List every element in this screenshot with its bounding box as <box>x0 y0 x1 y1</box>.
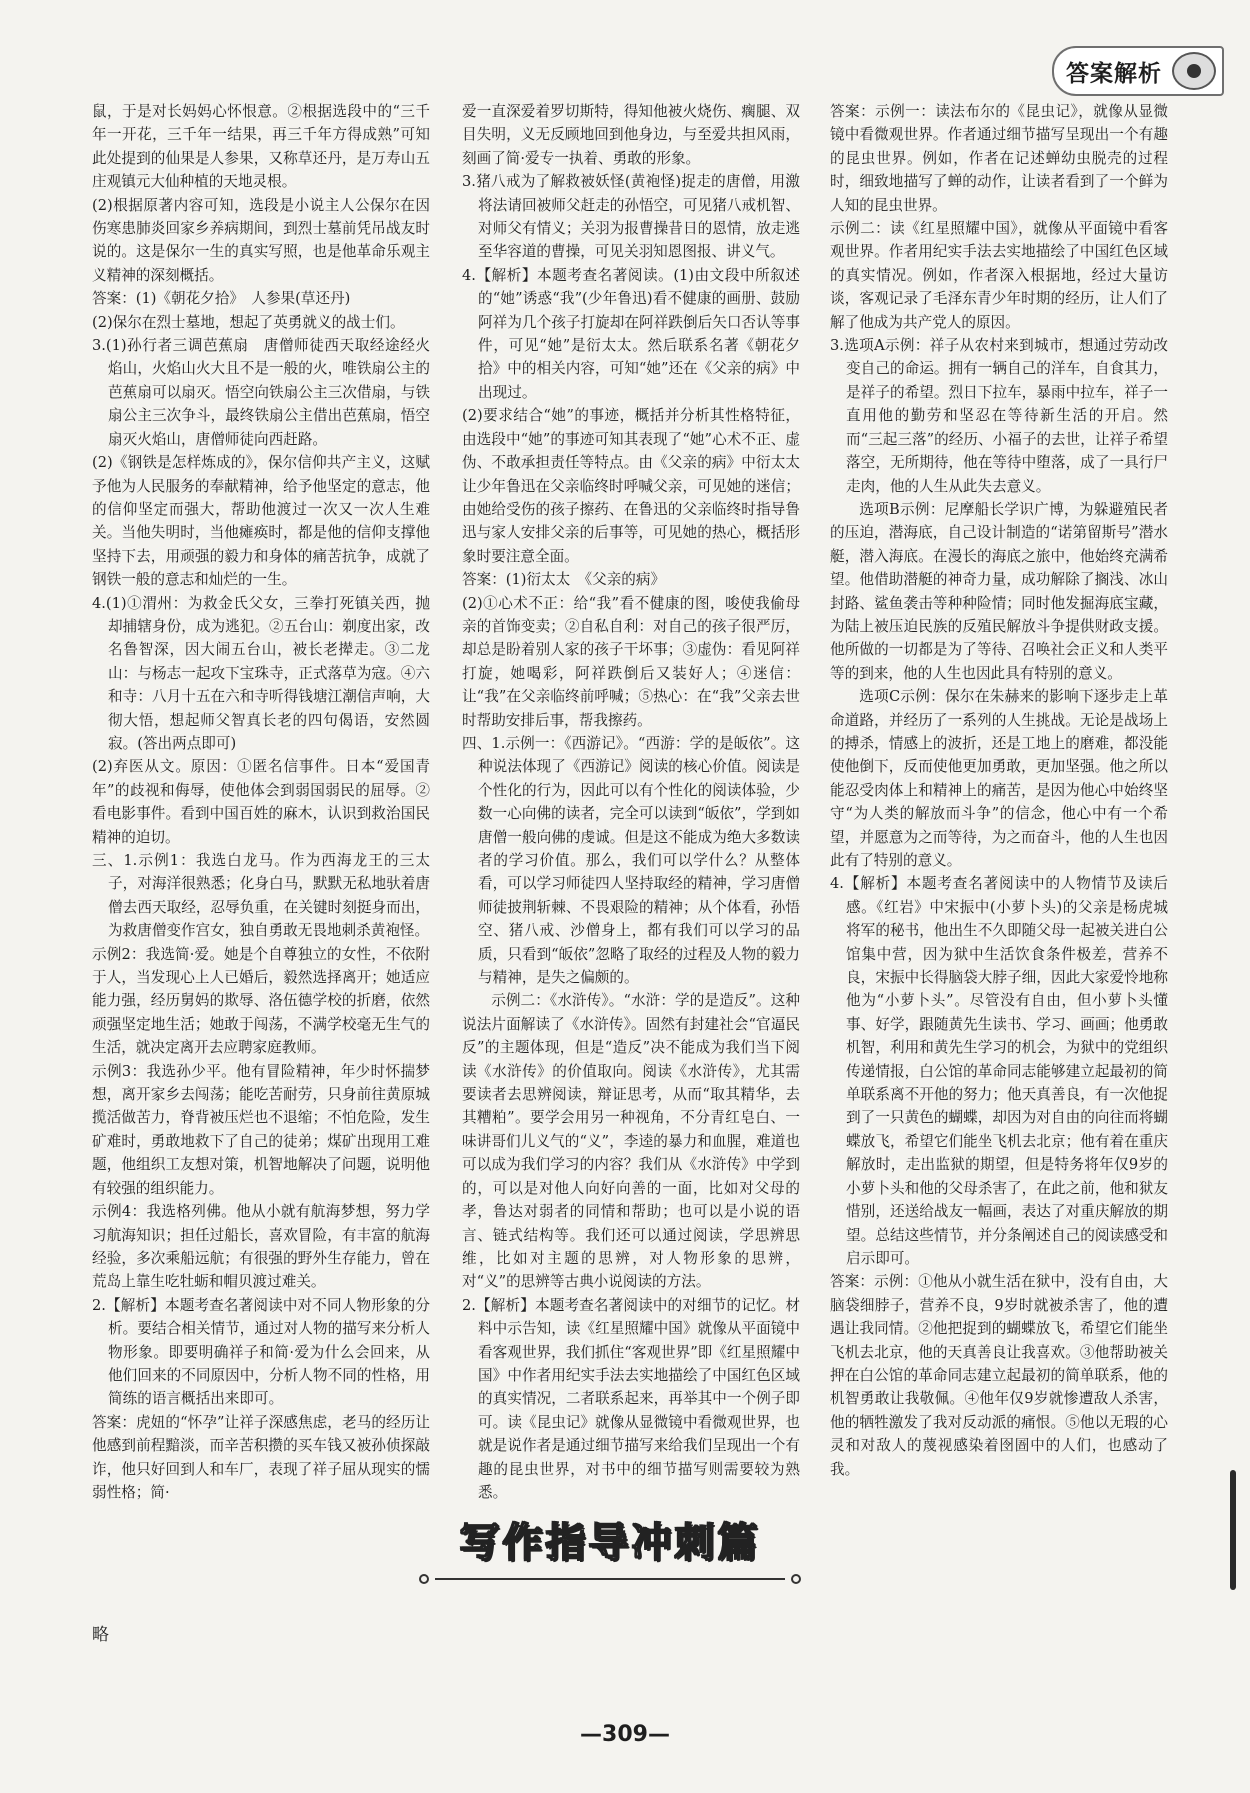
paragraph: 答案：示例一：读法布尔的《昆虫记》，就像从显微镜中看微观世界。作者通过细节描写呈现出一个有趣的昆虫世界。例如，作者在记述蝉幼虫脱壳的过程时，细致地描写了蝉的动作，让读者看到了一个鲜为人知的昆虫世界。 <box>830 103 1168 214</box>
paragraph: 3.选项A示例：祥子从农村来到城市，想通过劳动改变自己的命运。拥有一辆自己的洋车，自食其力，是祥子的希望。烈日下拉车，暴雨中拉车，祥子一直用他的勤劳和坚忍在等待新生活的开启。然而“三起三落”的经历、小福子的去世，让祥子希望落空，无所期待，他在等待中堕落，成了一具行尸走肉，他的人生从此失去意义。 <box>830 337 1168 495</box>
paragraph: 四、1.示例一：《西游记》。“西游：学的是皈依”。这种说法体现了《西游记》阅读的核心价值。阅读是个性化的行为，因此可以有个性化的阅读体验，少数一心向佛的读者，完全可以读到“皈依”，学到如唐僧一般向佛的虔诚。但是这不能成为绝大多数读者的学习价值。那么，我们可以学什么？从整体看，可以学习师徒四人坚持取经的精神，学习唐僧师徒披荆斩棘、不畏艰险的精神；从个体看，孙悟空、猪八戒、沙僧身上，都有我们可以学习的品质，只看到“皈依”忽略了取经的过程及人物的毅力与精神，是失之偏颇的。 <box>462 734 800 987</box>
rule-right-cap-icon <box>791 1574 801 1584</box>
paragraph: (2)根据原著内容可知，选段是小说主人公保尔在因伤寒患肺炎回家乡养病期间，到烈士墓前凭吊战友时说的。这是保尔一生的真实写照，也是他革命乐观主义精神的深刻概括。 <box>92 196 430 284</box>
paragraph: 选项B示例：尼摩船长学识广博，为躲避殖民者的压迫，潜海底，自己设计制造的“诺第留斯号”潜水艇，潜入海底。在漫长的海底之旅中，他始终充满希望。他借助潜艇的神奇力量，成功解除了搁浅、冰山封路、鲨鱼袭击等种种险情；同时他发掘海底宝藏，为陆上被压迫民族的反殖民解放斗争提供财政支援。他所做的一切都是为了等待、召唤社会正义和人类平等的到来，他的人生也因此具有特别的意义。 <box>830 500 1168 682</box>
paragraph: 三、1.示例1：我选白龙马。作为西海龙王的三太子，对海洋很熟悉；化身白马，默默无私地驮着唐僧去西天取经，忍辱负重，在关键时刻挺身而出，为救唐僧变作宫女，独自勇敢无畏地刺杀黄袍怪。 <box>92 852 430 940</box>
paragraph: 示例2：我选简·爱。她是个自尊独立的女性，不依附于人，当发现心上人已婚后，毅然选择离开；她适应能力强，经历舅妈的欺辱、洛伍德学校的折磨，依然顽强坚定地生活；她敢于闯荡，不满学校毫无生气的生活，就决定离开去应聘家庭教师。 <box>92 945 430 1057</box>
paragraph: (2)《钢铁是怎样炼成的》，保尔信仰共产主义，这赋予他为人民服务的奉献精神，给予他坚定的意志，他的信仰坚定而强大，帮助他渡过一次又一次人生难关。当他失明时，当他瘫痪时，都是他的信仰支撑他坚持下去，用顽强的毅力和身体的痛苦抗争，成就了钢铁一般的意志和灿烂的一生。 <box>92 454 430 589</box>
section-header-label: 答案解析 <box>1066 60 1162 87</box>
page-number: —309— <box>580 1722 670 1747</box>
banner-title: 写作指导冲刺篇 <box>459 1520 761 1566</box>
paragraph: 2.【解析】本题考查名著阅读中的对细节的记忆。材料中示告知，读《红星照耀中国》就像从平面镜中看客观世界，我们抓住“客观世界”即《红星照耀中国》中作者用纪实手法去实地描绘了中国红色区域的真实情况，二者联系起来，再举其中一个例子即可。读《昆虫记》就像从显微镜中看微观世界，也就是说作者是通过细节描写来给我们呈现出一个有趣的昆虫世界，对书中的细节描写则需要较为熟悉。 <box>462 1296 800 1501</box>
paragraph: 4.(1)①渭州：为救金氏父女，三拳打死镇关西，抛却捕辖身份，成为逃犯。②五台山：剃度出家，改名鲁智深，因大闹五台山，被长老撵走。③二龙山：与杨志一起攻下宝珠寺，正式落草为寇。④六和寺：八月十五在六和寺听得钱塘江潮信声响，大彻大悟，想起师父智真长老的四句偈语，安然圆寂。(答出两点即可) <box>92 594 430 752</box>
paragraph: 爱一直深爱着罗切斯特，得知他被火烧伤、瘸腿、双目失明，义无反顾地回到他身边，与至爱共担风雨，刻画了简·爱专一执着、勇敢的形象。 <box>462 103 800 167</box>
text-column-1 <box>92 100 430 1504</box>
paragraph: 示例二：读《红星照耀中国》，就像从平面镜中看客观世界。作者用纪实手法去实地描绘了中国红色区域的真实情况。例如，作者深入根据地，经过大量访谈，客观记录了毛泽东青少年时期的经历，让人们了解了他成为共产党人的原因。 <box>830 220 1168 331</box>
paragraph: (2)①心术不正：给“我”看不健康的图，唆使我偷母亲的首饰变卖；②自私自利：对自己的孩子很严厉，却总是盼着别人家的孩子干坏事；③虚伪：看见阿祥打旋，她喝彩，阿祥跌倒后又装好人；④迷信：让“我”在父亲临终前呼喊；⑤热心：在“我”父亲去世时帮助安排后事，帮我擦药。 <box>462 594 800 729</box>
paragraph: 4.【解析】本题考查名著阅读中的人物情节及读后感。《红岩》中宋振中(小萝卜头)的父亲是杨虎城将军的秘书，他出生不久即随父母一起被关进白公馆集中营，因为狱中生活饮食条件极差，营养不良，宋振中长得脑袋大脖子细，因此大家爱怜地称他为“小萝卜头”。尽管没有自由，但小萝卜头懂事、好学，跟随黄先生读书、学习、画画；他勇敢机智，利用和黄先生学习的机会，为狱中的党组织传递情报，白公馆的革命同志能够建立起最初的简单联系离不开他的努力；他天真善良，有一次他捉到了一只黄色的蝴蝶，却因为对自由的向往而将蝴蝶放飞，希望它们能坐飞机去北京；他有着在重庆解放时，走出监狱的期望，但是特务将年仅9岁的小萝卜头和他的父母杀害了，在此之前，他和狱友惜别，还送给战友一幅画，表达了对重庆解放的期望。总结这些情节，并分条阐述自己的阅读感受和启示即可。 <box>830 875 1168 1267</box>
paragraph: 选项C示例：保尔在朱赫来的影响下逐步走上革命道路，并经历了一系列的人生挑战。无论是战场上的搏杀，情感上的波折，还是工地上的磨难，都没能使他倒下，反而使他更加勇敢，更加坚强。他之所以能忍受肉体上和精神上的痛苦，是因为他心中始终坚守“为人类的解放而斗争”的信念，他心中有一个希望，并愿意为之而等待，为之而奋斗，他的人生也因此有了特别的意义。 <box>830 688 1168 869</box>
paragraph: 3.猪八戒为了解救被妖怪(黄袍怪)捉走的唐僧，用激将法请回被师父赶走的孙悟空，可见猪八戒机智、对师父有情义；关羽为报曹操昔日的恩情，放走逃至华容道的曹操，可见关羽知恩图报、讲义气。 <box>462 173 800 261</box>
paragraph: 4.【解析】本题考查名著阅读。(1)由文段中所叙述的“她”诱惑“我”(少年鲁迅)看不健康的画册、鼓励阿祥为几个孩子打旋却在阿祥跌倒后矢口否认等事件，可见“她”是衍太太。然后联系名著《朝花夕拾》中的相关内容，可知“她”还在《父亲的病》中出现过。 <box>462 266 800 401</box>
page-edge-mark <box>1230 1470 1236 1590</box>
banner-rule <box>415 1574 805 1584</box>
paragraph: 示例二：《水浒传》。“水浒：学的是造反”。这种说法片面解读了《水浒传》。固然有封建社会“官逼民反”的主题体现，但是“造反”决不能成为我们当下阅读《水浒传》的价值取向。阅读《水浒传》，尤其需要读者去思辨阅读，辩证思考，从而“取其精华，去其糟粕”。要学会用另一种视角，不分青红皂白、一味讲哥们儿义气的“义”，李逵的暴力和血腥，难道也可以成为我们学习的内容？我们从《水浒传》中学到的，可以是对他人向好向善的一面，比如对父母的孝，鲁达对弱者的同情和帮助；也可以是小说的语言、链式结构等。我们还可以通过阅读，学思辨思维，比如对主题的思辨，对人物形象的思辨，对“义”的思辨等古典小说阅读的方法。 <box>462 992 800 1291</box>
paragraph: 3.(1)孙行者三调芭蕉扇 唐僧师徒西天取经途经火焰山，火焰山火大且不是一般的火，唯铁扇公主的芭蕉扇可以扇灭。悟空向铁扇公主三次借扇，与铁扇公主三次争斗，最终铁扇公主借出芭蕉扇，悟空扇灭火焰山，唐僧师徒向西赶路。 <box>92 337 430 448</box>
paragraph: 答案：虎妞的“怀孕”让祥子深感焦虑，老马的经历让他感到前程黯淡，而辛苦积攒的买车钱又被孙侦探敲诈，他只好回到人和车厂，表现了祥子屈从现实的懦弱性格；简· <box>92 1413 430 1501</box>
text-column-2 <box>462 100 800 1504</box>
section-header-tab <box>1052 46 1224 96</box>
writing-answer-text: 略 <box>92 1625 109 1645</box>
text-column-3 <box>830 100 1168 1481</box>
eye-logo-icon <box>1172 52 1216 90</box>
paragraph: 答案：示例：①他从小就生活在狱中，没有自由，大脑袋细脖子，营养不良，9岁时就被杀害了，他的遭遇让我同情。②他把捉到的蝴蝶放飞，希望它们能坐飞机去北京，他的天真善良让我喜欢。③他帮助被关押在白公馆的革命同志建立起最初的简单联系，他的机智勇敢让我敬佩。④他年仅9岁就惨遭敌人杀害，他的牺牲激发了我对反动派的痛恨。⑤他以无瑕的心灵和对敌人的蔑视感染着囹圄中的人们，也感动了我。 <box>830 1273 1168 1478</box>
paragraph: 2.【解析】本题考查名著阅读中对不同人物形象的分析。要结合相关情节，通过对人物的描写来分析人物形象。即要明确祥子和简·爱为什么会回来，从他们回来的不同原因中，分析人物不同的性格，用简练的语言概括出来即可。 <box>92 1296 430 1408</box>
paragraph: 鼠，于是对长妈妈心怀恨意。②根据选段中的“三千年一开花，三千年一结果，再三千年方得成熟”可知此处提到的仙果是人参果，又称草还丹，是万寿山五庄观镇元大仙种植的天地灵根。 <box>92 103 430 191</box>
rule-left-cap-icon <box>419 1574 429 1584</box>
paragraph: 答案：(1)《朝花夕拾》 人参果(草还丹) <box>92 290 351 308</box>
section-banner <box>410 1518 810 1598</box>
paragraph: 答案：(1)衍太太 《父亲的病》 <box>462 571 666 589</box>
paragraph: (2)弃医从文。原因：①匿名信事件。日本“爱国青年”的歧视和侮辱，使他体会到弱国弱民的屈辱。②看电影事件。看到中国百姓的麻木，认识到救治国民精神的迫切。 <box>92 758 430 846</box>
paragraph: 示例3：我选孙少平。他有冒险精神，年少时怀揣梦想，离开家乡去闯荡；能吃苦耐劳，只身前往黄原城揽活做苦力，脊背被压烂也不退缩；不怕危险，发生矿难时，勇敢地救下了自己的徒弟；煤矿出现用工难题，他组织工友想对策，机智地解决了问题，说明他有较强的组织能力。 <box>92 1062 430 1197</box>
paragraph: 示例4：我选格列佛。他从小就有航海梦想，努力学习航海知识；担任过船长，喜欢冒险，有丰富的航海经验，多次乘船远航；有很强的野外生存能力，曾在荒岛上靠生吃牡蛎和帽贝渡过难关。 <box>92 1203 430 1291</box>
paragraph: (2)要求结合“她”的事迹，概括并分析其性格特征，由选段中“她”的事迹可知其表现了“她”心术不正、虚伪、不敢承担责任等特点。由《父亲的病》中衍太太让少年鲁迅在父亲临终时呼喊父亲，可见她的迷信；由她给受伤的孩子擦药、在鲁迅的父亲临终时指导鲁迅与家人安排父亲的后事等，可见她的热心，概括形象时要注意全面。 <box>462 407 800 565</box>
paragraph: (2)保尔在烈士墓地，想起了英勇就义的战士们。 <box>92 313 405 331</box>
